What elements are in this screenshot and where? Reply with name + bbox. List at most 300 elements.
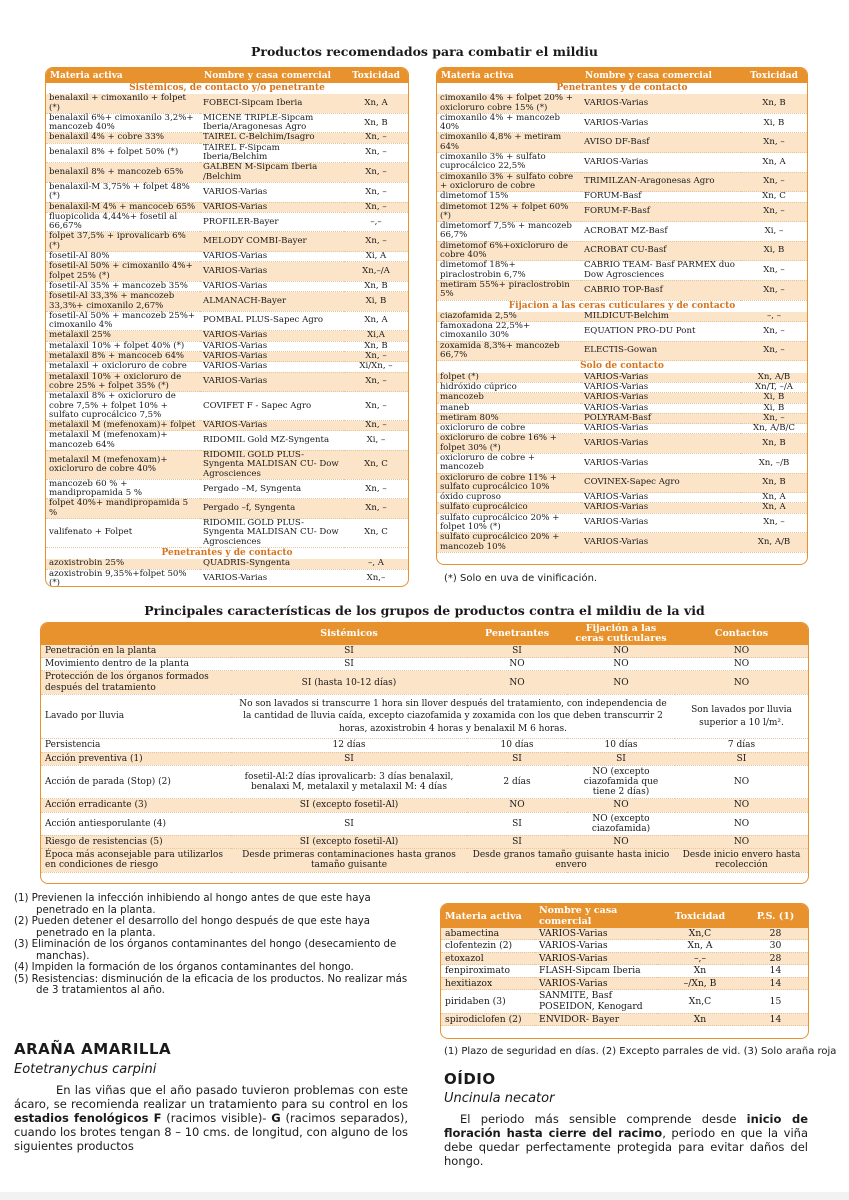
toxicity: Xn, – (344, 232, 408, 252)
toxicity: Xn/T, –/A (741, 382, 807, 392)
table-row (437, 393, 807, 403)
active-ingredient: benalaxil 8% + folpet 50% (*) (46, 143, 200, 163)
table-row (41, 645, 808, 658)
characteristic-label: Acción antiesporulante (4) (41, 812, 231, 835)
active-ingredient: sulfato cuprocálcico 20% + mancozeb 10% (437, 533, 581, 553)
safety-period: 28 (743, 952, 808, 964)
characteristic-value: SI (231, 752, 467, 765)
column-header: P.S. (1) (743, 904, 808, 928)
toxicity: Xn, – (344, 372, 408, 392)
commercial-name: ELECTIS-Gowan (581, 341, 741, 361)
table-row (46, 519, 408, 548)
characteristic-value: SI (467, 812, 567, 835)
commercial-name: ACROBAT CU-Basf (581, 241, 741, 261)
active-ingredient: benalaxil 4% + cobre 33% (46, 133, 200, 143)
active-ingredient: fosetil-Al 80% (46, 252, 200, 262)
toxicity: Xn, – (344, 479, 408, 499)
active-ingredient: metalaxil + oxicloruro de cobre (46, 362, 200, 372)
characteristic-value: SI (675, 752, 808, 765)
table-row (437, 473, 807, 493)
active-ingredient: benalaxil 8% + mancozeb 65% (46, 163, 200, 183)
active-ingredient: dimetomof 18%+ piraclostrobin 6,7% (437, 261, 581, 281)
arana-bold-1: estadios fenológicos F (14, 1111, 162, 1125)
table-row (441, 965, 808, 977)
toxicity: Xi,A (344, 331, 408, 341)
characteristic-value: SI (231, 645, 467, 658)
table-row (46, 94, 408, 113)
active-ingredient: fluopicolida 4,44%+ fosetil al 66,67% (46, 212, 200, 232)
column-header: Materia activa (46, 68, 200, 83)
commercial-name: VARIOS-Varias (200, 281, 344, 291)
table-row (46, 133, 408, 143)
characteristics-title: Principales características de los grupos de productos contra el mildiu de la vid (144, 603, 705, 618)
commercial-name: VARIOS-Varias (581, 403, 741, 413)
characteristic-value: 7 días (675, 739, 808, 752)
oidio-paragraph (444, 1112, 808, 1168)
active-ingredient: metalaxil M (mefenoxam)+ mancozeb 64% (46, 431, 200, 451)
table-row (41, 658, 808, 671)
toxicity: Xi, A (344, 252, 408, 262)
note-item: (2) Pueden detener el desarrollo del hongo después de que este haya penetrado en la planta. (14, 916, 371, 939)
active-ingredient: fosetil-Al 50% + mancozeb 25%+ cimoxanilo 4% (46, 311, 200, 331)
toxicity: Xn, – (741, 513, 807, 533)
characteristic-value: NO (567, 799, 675, 812)
active-ingredient: fosetil-Al 33,3% + mancozeb 33,3%+ cimoxanilo 2,67% (46, 292, 200, 312)
oidio-scientific-name: Uncinula necator (444, 1091, 555, 1106)
active-ingredient: metalaxil 25% (46, 331, 200, 341)
characteristic-value: NO (467, 671, 567, 694)
toxicity: Xn, – (741, 202, 807, 222)
toxicity: Xi, B (741, 241, 807, 261)
toxicity: Xn, B (741, 473, 807, 493)
column-header: Nombre y casa comercial (581, 68, 741, 83)
table-row (41, 812, 808, 835)
table-row (437, 261, 807, 281)
characteristic-value: SI (231, 812, 467, 835)
commercial-name: VARIOS-Varias (581, 533, 741, 553)
commercial-name: FLASH-Sipcam Iberia (535, 965, 657, 977)
active-ingredient: oxicloruro de cobre 16% + folpet 30% (*) (437, 434, 581, 454)
safety-period: 14 (743, 965, 808, 977)
toxicity: Xn, –/B (741, 453, 807, 473)
column-header: Nombre y casa comercial (535, 904, 657, 928)
table-row (46, 392, 408, 421)
active-ingredient: valifenato + Folpet (46, 519, 200, 548)
active-ingredient: dimetomorf 7,5% + mancozeb 66,7% (437, 222, 581, 242)
arana-text-2: (racimos visible)- (161, 1111, 272, 1125)
commercial-name: VARIOS-Varias (581, 393, 741, 403)
characteristic-value: NO (excepto ciazofamida) (567, 812, 675, 835)
active-ingredient: sulfato cuprocálcico 20% + folpet 10% (*) (437, 513, 581, 533)
table-row (441, 990, 808, 1014)
section-row (437, 361, 807, 373)
commercial-name: EQUATION PRO-DU Pont (581, 322, 741, 342)
table-row (41, 671, 808, 694)
commercial-name: VARIOS-Varias (535, 952, 657, 964)
characteristic-label: Lavado por lluvia (41, 694, 231, 739)
arana-paragraph (14, 1083, 408, 1153)
commercial-name: MILDICUT-Belchim (581, 312, 741, 322)
characteristic-label: Movimiento dentro de la planta (41, 658, 231, 671)
toxicity: Xn, A/B/C (741, 424, 807, 434)
active-ingredient: cimoxanilo 3% + sulfato cuprocálcico 22,5% (437, 153, 581, 173)
column-header (41, 623, 231, 645)
table-row (437, 172, 807, 192)
safety-period: 14 (743, 1013, 808, 1025)
table-row (41, 799, 808, 812)
active-ingredient: benalaxil 6%+ cimoxanilo 3,2%+ mancozeb 40% (46, 113, 200, 133)
oidio-text-1: El periodo más sensible comprende desde (460, 1112, 747, 1126)
toxicity: Xn, – (344, 352, 408, 362)
table-row (437, 192, 807, 202)
table-row (437, 94, 807, 113)
table-row (437, 280, 807, 300)
table-row (46, 292, 408, 312)
active-ingredient: metalaxil 8% + oxicloruro de cobre 7,5% + folpet 10% + sulfato cuprocálcico 7,5% (46, 392, 200, 421)
characteristic-value: SI (467, 835, 567, 848)
table-row (437, 373, 807, 383)
right-product-table (437, 68, 807, 553)
commercial-name: Pergado –f, Syngenta (200, 499, 344, 519)
table-row (437, 113, 807, 133)
active-ingredient: óxido cuproso (437, 493, 581, 503)
toxicity: Xn, – (344, 133, 408, 143)
active-ingredient: spirodiclofen (2) (441, 1013, 535, 1025)
table-row (437, 424, 807, 434)
toxicity: Xn, – (741, 261, 807, 281)
characteristic-value: NO (excepto ciazofamida que tiene 2 días) (567, 765, 675, 799)
active-ingredient: mancozeb 60 % + mandipropamida 5 % (46, 479, 200, 499)
table-row (46, 252, 408, 262)
table-row (46, 311, 408, 331)
toxicity: Xn,– (344, 569, 408, 587)
characteristic-label: Acción erradicante (3) (41, 799, 231, 812)
table-row (437, 322, 807, 342)
commercial-name: MICENE TRIPLE-Sipcam Iberia/Aragonesas Agro (200, 113, 344, 133)
characteristic-value: NO (567, 671, 675, 694)
commercial-name: GALBEN M-Sipcam Iberia /Belchim (200, 163, 344, 183)
epoca-row (41, 849, 808, 872)
characteristic-value: NO (675, 835, 808, 848)
active-ingredient: clofentezin (2) (441, 940, 535, 952)
section-label: Fijacion a las ceras cuticulares y de contacto (508, 300, 736, 311)
safety-period: 30 (743, 940, 808, 952)
characteristic-label: Riesgo de resistencias (5) (41, 835, 231, 848)
commercial-name: POLYRAM-Basf (581, 413, 741, 423)
active-ingredient: folpet 40%+ mandipropamida 5 % (46, 499, 200, 519)
table-row (46, 113, 408, 133)
table-row (46, 341, 408, 351)
toxicity: Xn, – (344, 182, 408, 202)
active-ingredient: metalaxil 10% + oxicloruro de cobre 25% + folpet 35% (*) (46, 372, 200, 392)
toxicity: –, – (741, 312, 807, 322)
section-label: Penetrantes y de contacto (556, 83, 688, 93)
toxicity: Xi, B (741, 113, 807, 133)
table-row (437, 403, 807, 413)
active-ingredient: benalaxil + cimoxanilo + folpet (*) (46, 94, 200, 113)
left-product-panel (45, 67, 409, 587)
table-row (46, 163, 408, 183)
active-ingredient: dimetomof 6%+oxicloruro de cobre 40% (437, 241, 581, 261)
table-row (437, 503, 807, 513)
right-product-panel (436, 67, 808, 565)
active-ingredient: azoxistrobin 25% (46, 559, 200, 569)
toxicity: Xi, – (344, 431, 408, 451)
note-item: (1) Previenen la infección inhibiendo al hongo antes de que este haya penetrado en la planta. (14, 893, 371, 916)
table-row (46, 559, 408, 569)
arana-bold-2: G (271, 1111, 281, 1125)
active-ingredient: oxicloruro de cobre 11% + sulfato cuprocálcico 10% (437, 473, 581, 493)
table-row (437, 413, 807, 423)
column-header: Materia activa (441, 904, 535, 928)
column-header: Toxicidad (741, 68, 807, 83)
table-row (46, 352, 408, 362)
table-row (46, 362, 408, 372)
toxicity: –/Xn, B (657, 977, 743, 989)
note-item: (4) Impiden la formación de los órganos contaminantes del hongo. (14, 962, 354, 973)
commercial-name: COVIFET F - Sapec Agro (200, 392, 344, 421)
table-row (441, 928, 808, 940)
commercial-name: ALMANACH-Bayer (200, 292, 344, 312)
commercial-name: CABRIO TOP-Basf (581, 280, 741, 300)
characteristic-value: NO (567, 658, 675, 671)
commercial-name: VARIOS-Varias (581, 373, 741, 383)
toxicity: Xn, A/B (741, 533, 807, 553)
toxicity: Xn, C (741, 192, 807, 202)
arana-title: ARAÑA AMARILLA (14, 1040, 172, 1058)
commercial-name: SANMITE, Basf POSEIDON, Kenogard (535, 990, 657, 1014)
toxicity: Xi, B (741, 403, 807, 413)
toxicity: Xn, – (344, 163, 408, 183)
table-row (46, 212, 408, 232)
table-row (41, 835, 808, 848)
characteristic-value: SI (excepto fosetil-Al) (231, 799, 467, 812)
commercial-name: VARIOS-Varias (200, 352, 344, 362)
characteristic-value: fosetil-Al:2 días iprovalicarb: 3 días benalaxil, benalaxi M, metalaxil y metalaxil M: 4 días (231, 765, 467, 799)
toxicity: Xn, B (344, 281, 408, 291)
toxicity: Xn, – (344, 143, 408, 163)
toxicity: –,– (344, 212, 408, 232)
active-ingredient: benalaxil-M 4% + mancoceb 65% (46, 202, 200, 212)
safety-period: 15 (743, 990, 808, 1014)
active-ingredient: piridaben (3) (441, 990, 535, 1014)
active-ingredient: maneb (437, 403, 581, 413)
oidio-text-2: , periodo en que la viña debe quedar perfectamente protegida para evitar daños del hongo. (444, 1126, 809, 1168)
commercial-name: QUADRIS-Syngenta (200, 559, 344, 569)
commercial-name: VARIOS-Varias (535, 977, 657, 989)
toxicity: Xn, – (344, 421, 408, 431)
commercial-name: VARIOS-Varias (200, 262, 344, 282)
toxicity: –, A (344, 559, 408, 569)
toxicity: Xn, C (344, 519, 408, 548)
active-ingredient: fosetil-Al 50% + cimoxanilo 4%+ folpet 25% (*) (46, 262, 200, 282)
toxicity: Xn, B (741, 94, 807, 113)
oidio-bold: inicio de floración hasta cierre del racimo (444, 1112, 809, 1140)
active-ingredient: folpet (*) (437, 373, 581, 383)
characteristic-value: SI (hasta 10-12 días) (231, 671, 467, 694)
toxicity: Xn, – (741, 172, 807, 192)
toxicity: Xn (657, 1013, 743, 1025)
characteristic-value: NO (675, 671, 808, 694)
active-ingredient: fenpiroximato (441, 965, 535, 977)
commercial-name: VARIOS-Varias (581, 153, 741, 173)
acaricide-table (441, 904, 808, 1026)
active-ingredient: dimetomot 12% + folpet 60% (*) (437, 202, 581, 222)
arana-text-1: En las viñas que el año pasado tuvieron problemas con este ácaro, se recomienda realizar un tratamiento para su control en los (14, 1083, 408, 1111)
commercial-name: AVISO DF-Basf (581, 133, 741, 153)
commercial-name: ACROBAT MZ-Basf (581, 222, 741, 242)
active-ingredient: metalaxil M (mefenoxam)+ folpet (46, 421, 200, 431)
page-title: Productos recomendados para combatir el mildiu (250, 44, 599, 59)
characteristic-value: NO (675, 658, 808, 671)
commercial-name: POMBAL PLUS-Sapec Agro (200, 311, 344, 331)
toxicity: Xn, – (344, 499, 408, 519)
characteristic-value: SI (467, 645, 567, 658)
commercial-name: TAIREL F-Sipcam Iberia/Belchim (200, 143, 344, 163)
table-row (46, 569, 408, 587)
active-ingredient: hexitiazox (441, 977, 535, 989)
characteristic-label: Acción preventiva (1) (41, 752, 231, 765)
commercial-name: FORUM-Basf (581, 192, 741, 202)
active-ingredient: mancozeb (437, 393, 581, 403)
active-ingredient: oxicloruro de cobre (437, 424, 581, 434)
table-row (437, 133, 807, 153)
column-header: Penetrantes (467, 623, 567, 645)
commercial-name: VARIOS-Varias (581, 94, 741, 113)
header-row (46, 68, 408, 83)
toxicity: Xn, – (741, 322, 807, 342)
active-ingredient: famoxadona 22,5%+ cimoxanilo 30% (437, 322, 581, 342)
active-ingredient: etoxazol (441, 952, 535, 964)
commercial-name: VARIOS-Varias (581, 493, 741, 503)
characteristic-value: NO (675, 799, 808, 812)
commercial-name: VARIOS-Varias (535, 928, 657, 940)
active-ingredient: ciazofamida 2,5% (437, 312, 581, 322)
toxicity: Xn,–/A (344, 262, 408, 282)
active-ingredient: metiram 80% (437, 413, 581, 423)
toxicity: Xn, – (344, 202, 408, 212)
table-row (437, 241, 807, 261)
characteristic-label: Penetración en la planta (41, 645, 231, 658)
characteristic-value: NO (675, 645, 808, 658)
section-label: Sistémicos, de contacto y/o penetrante (129, 83, 325, 93)
table-row (437, 153, 807, 173)
commercial-name: VARIOS-Varias (200, 341, 344, 351)
safety-period: 28 (743, 928, 808, 940)
commercial-name: FORUM-F-Basf (581, 202, 741, 222)
table-row (46, 182, 408, 202)
arana-text-3: (racimos separados), cuando los brotes tengan 8 – 10 cms. de longitud, con alguno de los siguientes productos (14, 1111, 408, 1153)
characteristic-value: SI (567, 752, 675, 765)
table-row (437, 202, 807, 222)
table-row (41, 752, 808, 765)
toxicity: Xi/Xn, – (344, 362, 408, 372)
toxicity: Xn, A (741, 493, 807, 503)
commercial-name: VARIOS-Varias (200, 421, 344, 431)
table-row (441, 1013, 808, 1025)
commercial-name: VARIOS-Varias (200, 252, 344, 262)
page-bottom-edge (0, 1192, 849, 1200)
table-row (437, 341, 807, 361)
column-header: Nombre y casa comercial (200, 68, 344, 83)
table-row (46, 281, 408, 291)
toxicity: –,– (657, 952, 743, 964)
toxicity: Xn, A (344, 311, 408, 331)
toxicity: Xn, B (344, 341, 408, 351)
characteristic-value: SI (231, 658, 467, 671)
commercial-name: MELODY COMBI-Bayer (200, 232, 344, 252)
table-row (41, 765, 808, 799)
table-row (46, 372, 408, 392)
column-header: Contactos (675, 623, 808, 645)
table-row (46, 450, 408, 479)
toxicity: Xn, – (741, 133, 807, 153)
section-label: Solo de contacto (580, 361, 664, 372)
left-product-table (46, 68, 408, 587)
commercial-name: VARIOS-Varias (200, 182, 344, 202)
commercial-name: VARIOS-Varias (200, 362, 344, 372)
table-row (437, 222, 807, 242)
toxicity: Xn, – (741, 341, 807, 361)
header-row (441, 904, 808, 928)
acaricide-footnote: (1) Plazo de seguridad en días. (2) Excepto parrales de vid. (3) Solo araña roja (444, 1046, 837, 1057)
table-row (441, 952, 808, 964)
commercial-name: VARIOS-Varias (581, 434, 741, 454)
toxicity: Xi, B (741, 393, 807, 403)
toxicity: Xn, A (344, 94, 408, 113)
column-header: Fijación a las ceras cuticulares (567, 623, 675, 645)
commercial-name: VARIOS-Varias (581, 453, 741, 473)
header-row (437, 68, 807, 83)
characteristic-value: SI (excepto fosetil-Al) (231, 835, 467, 848)
characteristic-label: Protección de los órganos formados después del tratamiento (41, 671, 231, 694)
commercial-name: PROFILER-Bayer (200, 212, 344, 232)
toxicity: Xn, – (344, 392, 408, 421)
notes-list (14, 893, 414, 997)
acaricide-panel (440, 903, 809, 1039)
table-row (437, 434, 807, 454)
characteristic-value: 12 días (231, 739, 467, 752)
lavado-contact: Son lavados por lluvia superior a 10 l/m². (675, 694, 808, 739)
active-ingredient: cimoxanilo 3% + sulfato cobre + oxicloruro de cobre (437, 172, 581, 192)
commercial-name: VARIOS-Varias (535, 940, 657, 952)
characteristic-label: Época más aconsejable para utilizarlos en condiciones de riesgo (41, 849, 231, 872)
active-ingredient: metalaxil M (mefenoxam)+ oxicloruro de cobre 40% (46, 450, 200, 479)
right-table-footnote: (*) Solo en uva de vinificación. (444, 573, 598, 584)
commercial-name: RIDOMIL Gold MZ-Syngenta (200, 431, 344, 451)
commercial-name: TAIREL C-Belchim/Isagro (200, 133, 344, 143)
active-ingredient: zoxamida 8,3%+ mancozeb 66,7% (437, 341, 581, 361)
table-row (46, 431, 408, 451)
toxicity: Xn,C (657, 928, 743, 940)
commercial-name: RIDOMIL GOLD PLUS- Syngenta MALDISAN CU- Dow Agrosciences (200, 450, 344, 479)
characteristic-label: Acción de parada (Stop) (2) (41, 765, 231, 799)
table-row (441, 977, 808, 989)
commercial-name: COVINEX-Sapec Agro (581, 473, 741, 493)
table-row (437, 513, 807, 533)
epoca-penetrantes-fijacion: Desde granos tamaño guisante hasta inicio envero (467, 849, 675, 872)
characteristic-value: 2 días (467, 765, 567, 799)
commercial-name: VARIOS-Varias (581, 513, 741, 533)
toxicity: Xn,C (657, 990, 743, 1014)
table-row (46, 479, 408, 499)
active-ingredient: dimetomof 15% (437, 192, 581, 202)
epoca-sistemicos: Desde primeras contaminaciones hasta granos tamaño guisante (231, 849, 467, 872)
note-item: (3) Eliminación de los órganos contaminantes del hongo (desecamiento de manchas). (14, 939, 397, 962)
commercial-name: VARIOS-Varias (581, 382, 741, 392)
characteristic-value: NO (675, 812, 808, 835)
characteristic-value: NO (467, 658, 567, 671)
